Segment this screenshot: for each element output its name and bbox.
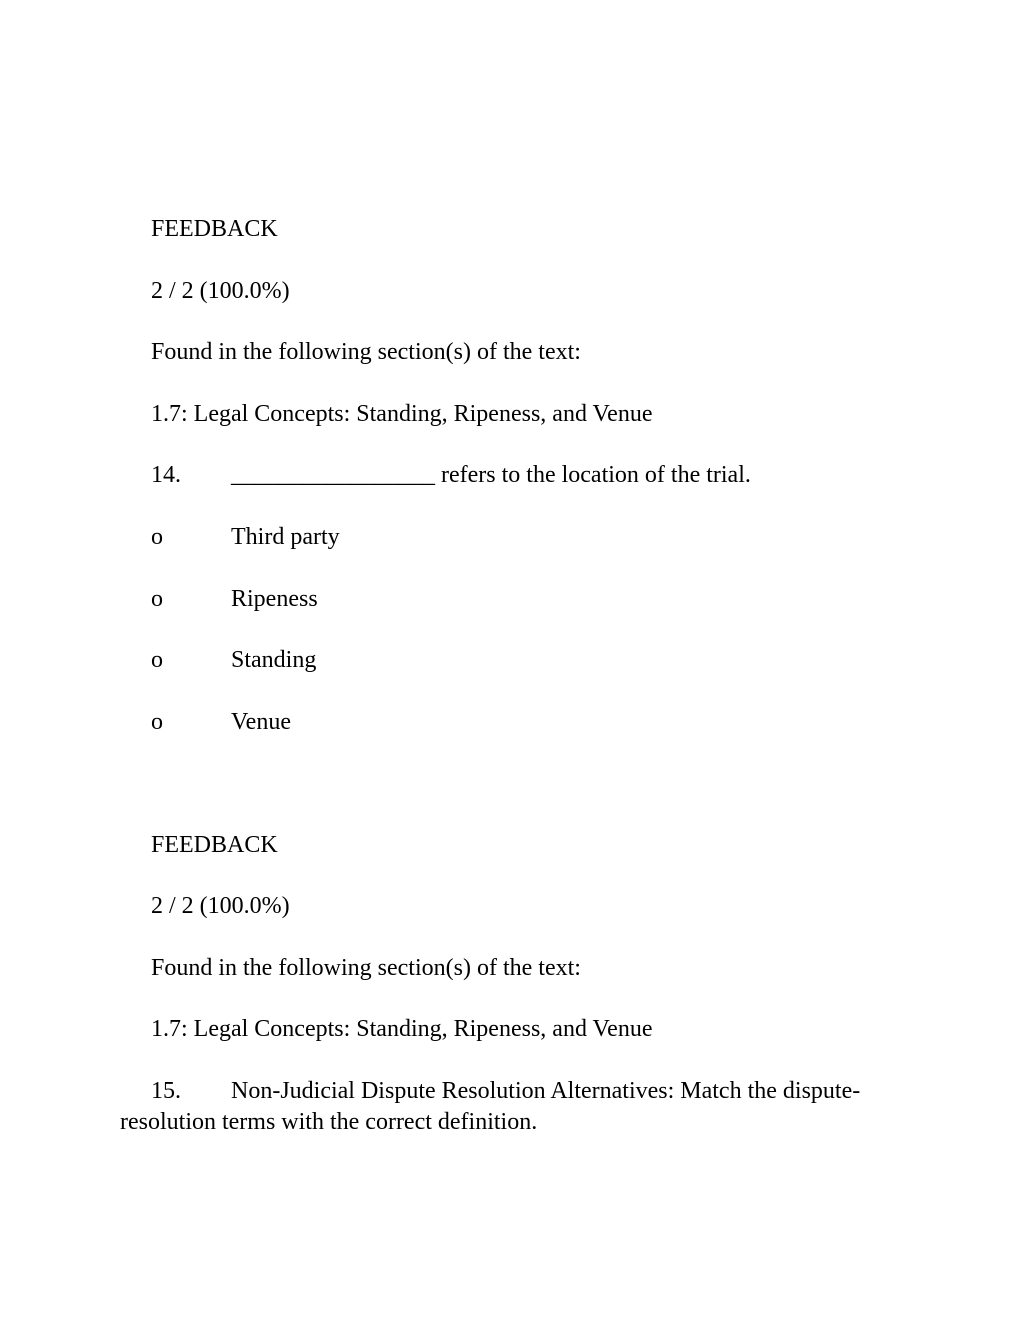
feedback-score: 2 / 2 (100.0%): [151, 278, 290, 304]
option-label: Venue: [231, 709, 291, 735]
question-number: 14.: [151, 462, 181, 488]
option-bullet-icon: o: [151, 524, 163, 550]
question-15: [120, 1076, 900, 1138]
answer-option[interactable]: [151, 522, 340, 552]
option-bullet-icon: o: [151, 647, 163, 673]
section-reference: 1.7: Legal Concepts: Standing, Ripeness, and Venue: [151, 1016, 653, 1042]
option-label: Ripeness: [231, 586, 318, 612]
section-reference: 1.7: Legal Concepts: Standing, Ripeness, and Venue: [151, 401, 653, 427]
option-label: Third party: [231, 524, 340, 550]
feedback-heading: FEEDBACK: [151, 216, 278, 242]
feedback-heading: FEEDBACK: [151, 832, 278, 858]
question-14: [151, 460, 751, 490]
found-in-text: Found in the following section(s) of the text:: [151, 339, 581, 365]
question-text: Non-Judicial Dispute Resolution Alternatives: Match the dispute-resolution terms with the correct definition.: [120, 1078, 861, 1135]
question-text: _________________ refers to the location of the trial.: [231, 462, 751, 488]
found-in-text: Found in the following section(s) of the text:: [151, 955, 581, 981]
option-bullet-icon: o: [151, 709, 163, 735]
feedback-score: 2 / 2 (100.0%): [151, 893, 290, 919]
option-label: Standing: [231, 647, 317, 673]
answer-option[interactable]: [151, 707, 291, 737]
option-bullet-icon: o: [151, 586, 163, 612]
question-number: 15.: [151, 1078, 181, 1104]
answer-option[interactable]: [151, 584, 318, 614]
answer-option[interactable]: [151, 645, 316, 675]
